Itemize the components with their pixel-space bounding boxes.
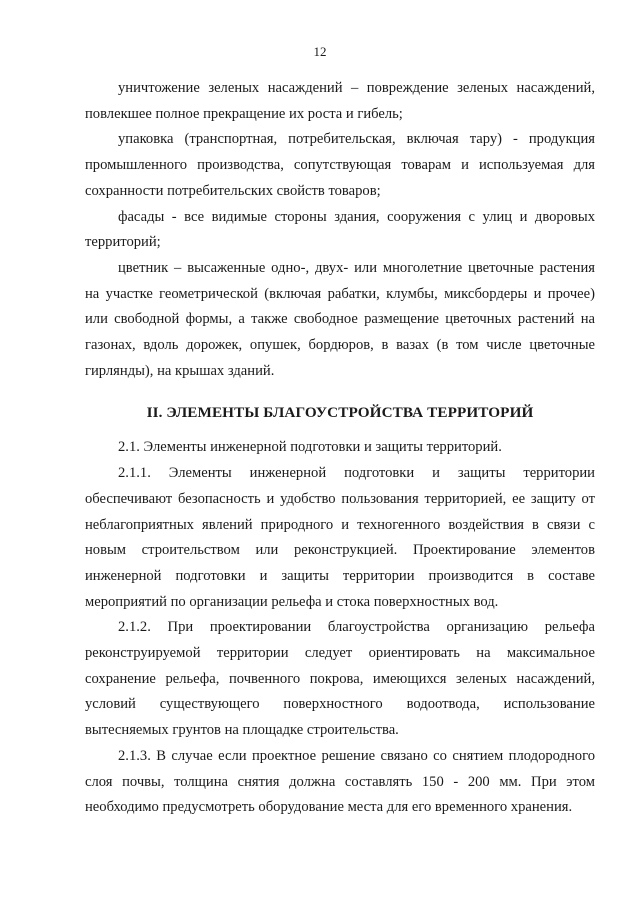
clause-paragraph-2-1-2: 2.1.2. При проектировании благоустройства организацию рельефа реконструируемой территории следует ориентировать на максимальное сохранение рельефа, почвенного покрова, имеющихся зеленых насаждений, условий существующего поверхностного водоотвода, использование вытесняемых грунтов на площадке строительства. (85, 619, 595, 739)
clause-paragraph-2-1-3: 2.1.3. В случае если проектное решение связано со снятием плодородного слоя почвы, толщина снятия должна составлять 150 - 200 мм. При этом необходимо предусмотреть оборудование места для его временного хранения. (85, 747, 595, 816)
definition-paragraph-1: уничтожение зеленых насаждений – повреждение зеленых насаждений, повлекшее полное прекращение их роста и гибель; (85, 80, 595, 122)
clause-paragraph-2-1-1: 2.1.1. Элементы инженерной подготовки и защиты территории обеспечивают безопасность и удобство пользования территорией, ее защиту от неблагоприятных явлений природного и техногенного воздействия в связи с новым строительством или реконструкцией. Проектирование элементов инженерной подготовки и защиты территории производится в составе мероприятий по организации рельефа и стока поверхностных вод. (85, 465, 595, 610)
section-heading: II. ЭЛЕМЕНТЫ БЛАГОУСТРОЙСТВА ТЕРРИТОРИЙ (146, 404, 534, 422)
definition-paragraph-2: упаковка (транспортная, потребительская, включая тару) - продукция промышленного производства, сопутствующая товарам и используемая для сохранности потребительских свойств товаров; (85, 131, 595, 199)
definition-paragraph-4: цветник – высаженные одно-, двух- или многолетние цветочные растения на участке геометрической (включая рабатки, клумбы, миксбордеры и прочее) или свободной формы, а также свободное размещение цветочных растений на газонах, вдоль дорожек, опушек, бордюров, в вазах (в том числе цветочные гирлянды), на крышах зданий. (85, 259, 595, 379)
page-number: 12 (313, 44, 327, 59)
subsection-heading: 2.1. Элементы инженерной подготовки и защиты территорий. (118, 439, 502, 456)
page-content (85, 76, 595, 821)
definition-paragraph-3: фасады - все видимые стороны здания, сооружения с улиц и дворовых территорий; (85, 208, 595, 251)
